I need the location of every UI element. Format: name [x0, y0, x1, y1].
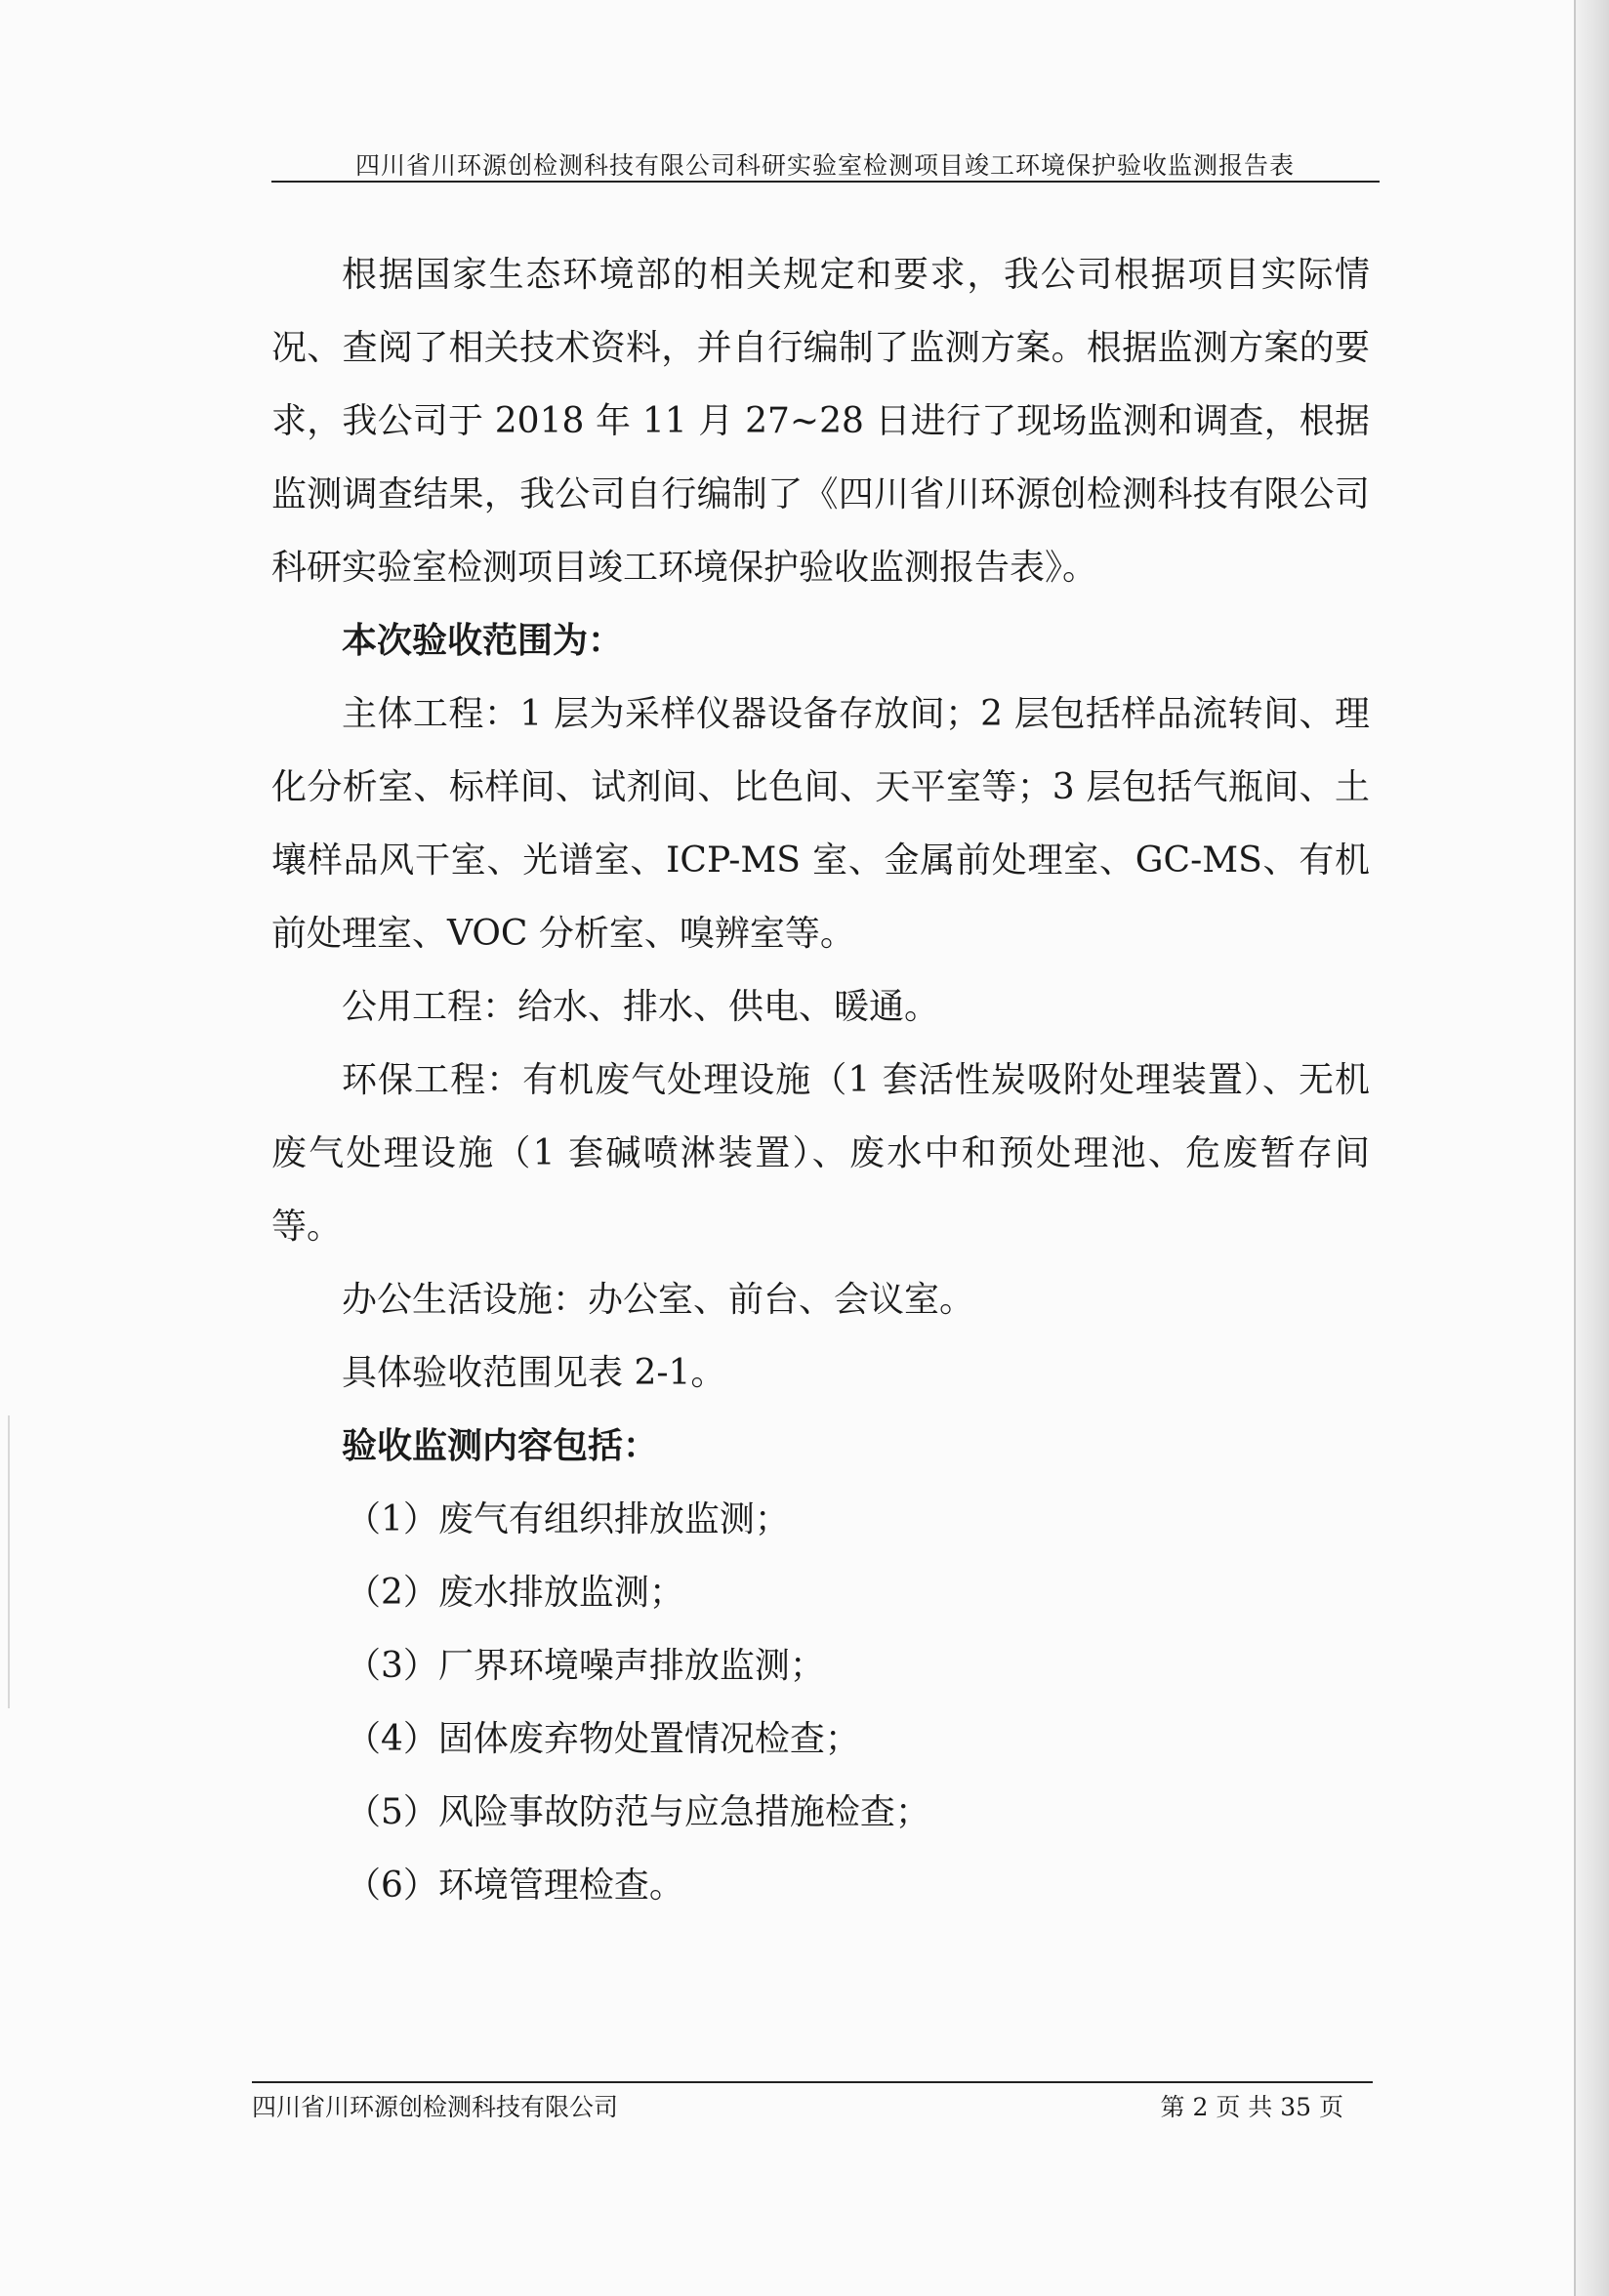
scan-mark: [8, 1415, 10, 1708]
list-item: （3）厂界环境噪声排放监测；: [346, 1646, 825, 1686]
header-rule: [271, 181, 1380, 183]
content-heading: 验收监测内容包括：: [342, 1425, 659, 1466]
scan-edge: [1574, 0, 1609, 2296]
main-works-paragraph: 主体工程：1 层为采样仪器设备存放间；2 层包括样品流转间、理化分析室、标样间、试剂间、比色间、天平室等；3 层包括气瓶间、土壤样品风干室、光谱室、ICP-MS 室、金属前处理室、GC-MS、有机前处理室、VOC 分析室、嗅辨室等。: [271, 694, 1370, 954]
footer-company: 四川省川环源创检测科技有限公司: [252, 2093, 619, 2121]
scope-reference: 具体验收范围见表 2-1。: [342, 1353, 726, 1393]
header-title: 四川省川环源创检测科技有限公司科研实验室检测项目竣工环境保护验收监测报告表: [354, 151, 1295, 180]
env-works-paragraph: 环保工程：有机废气处理设施（1 套活性炭吸附处理装置）、无机废气处理设施（1 套碱喷淋装置）、废水中和预处理池、危废暂存间等。: [271, 1060, 1370, 1247]
intro-paragraph: 根据国家生态环境部的相关规定和要求，我公司根据项目实际情况、查阅了相关技术资料，并自行编制了监测方案。根据监测方案的要求，我公司于 2018 年 11 月 27~28 日进行了现场监测和调查，根据监测调查结果，我公司自行编制了《四川省川环源创检测科技有限公司科研实验室检测项目竣工环境保护验收监测报告表》。: [271, 255, 1370, 588]
document-body: [271, 238, 1370, 1922]
list-item: （1）废气有组织排放监测；: [346, 1499, 790, 1539]
scan-edge-line: [1574, 0, 1576, 2296]
list-item: （2）废水排放监测；: [346, 1573, 684, 1613]
office-paragraph: 办公生活设施：办公室、前台、会议室。: [342, 1280, 975, 1320]
list-item: （4）固体废弃物处置情况检查；: [346, 1719, 860, 1759]
public-works-paragraph: 公用工程：给水、排水、供电、暖通。: [342, 987, 940, 1027]
list-item: （5）风险事故防范与应急措施检查；: [346, 1792, 930, 1832]
page-number: 第 2 页 共 35 页: [1160, 2093, 1343, 2121]
list-item: （6）环境管理检查。: [346, 1866, 684, 1906]
footer-rule: [252, 2081, 1373, 2083]
scope-heading: 本次验收范围为：: [342, 620, 624, 661]
